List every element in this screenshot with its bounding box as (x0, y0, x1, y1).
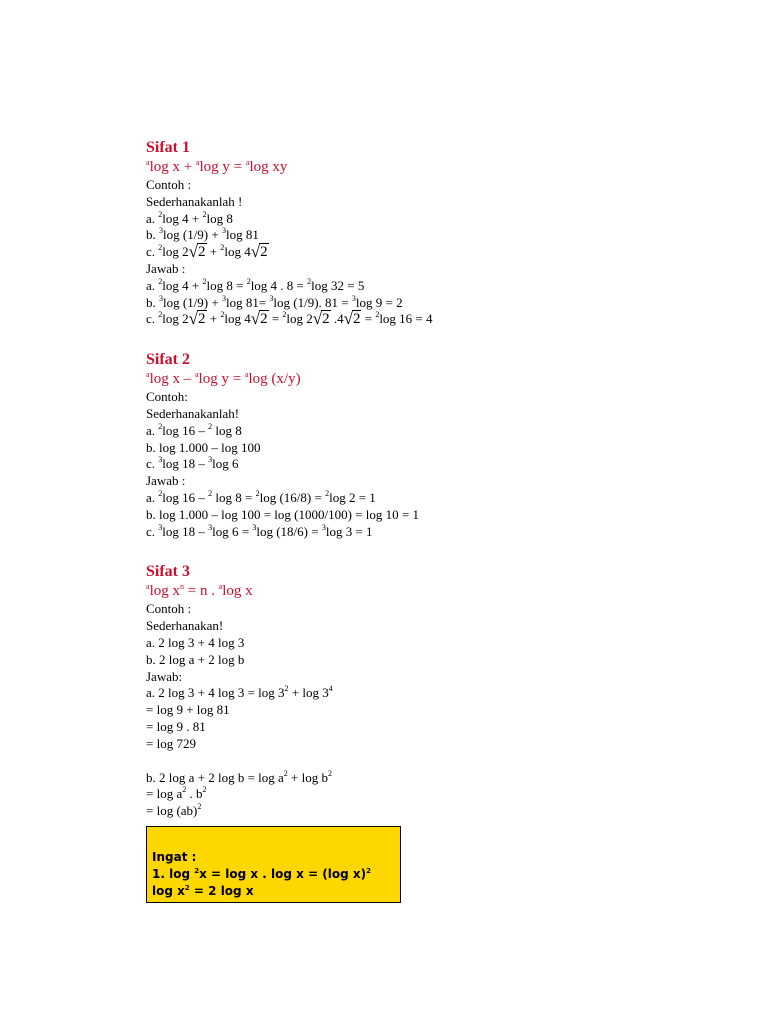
rule-text: log xy (249, 159, 288, 175)
answer-b-line-2: = $\log a^2$ . $b^2$ (146, 785, 207, 802)
rule-text: log x + (149, 159, 196, 175)
answer-b-line-3: = log (ab)$^2$ (146, 802, 202, 819)
sifat-1-title: Sifat 1 (146, 139, 190, 156)
answer-a: a. $^2$log 4 + $^2$log 8 = $^2$log 4 . 8 = $^2$log 32 = 5 (146, 276, 365, 293)
sifat-2-rule: $^a$log x – $^a$log y = $^a$log (x/y) (146, 370, 301, 388)
answer-a: a. $^2$log 16 – $^2$ log 8 = $^2$log (16/8) = $^2$log 2 = 1 (146, 488, 376, 505)
contoh-label: Contoh : (146, 601, 192, 617)
answer-c: c. $^2$log 2√2 + $^2$log 4√2 = $^2$log 2√2 .4√2 = $^2$log 16 = 4 (146, 309, 433, 329)
jawab-label: Jawab: (146, 668, 183, 684)
question-a: a. $^2$log 4 + $^2$log 8 (146, 209, 233, 226)
square-root: √2 (250, 309, 268, 329)
answer-a-line-3: = log 9 . 81 (146, 718, 206, 734)
rule-text: log y = (199, 159, 246, 175)
ingat-line-2: $\log x^2 = 2$ log x (152, 884, 254, 898)
sifat-1-rule (146, 158, 706, 176)
question-b: b. log 1.000 – log 100 (146, 439, 261, 455)
square-root: √2 (250, 242, 268, 262)
sifat-2-section (146, 350, 706, 540)
question-a: a. 2 log 3 + 4 log 3 (146, 634, 245, 650)
ingat-title: Ingat : (152, 850, 197, 864)
base-sup: a (245, 158, 250, 167)
answer-a-line-1: a. 2 log 3 + 4 $\log 3 = \log 3^2 + \log 3^4$ (146, 684, 333, 701)
question-c: c. $^3$log 18 – $^3$log 6 (146, 455, 239, 472)
square-root: √2 (312, 309, 330, 329)
document-page (146, 138, 706, 820)
contoh-label: Contoh: (146, 389, 188, 405)
base-sup: a (146, 158, 150, 167)
sifat-1-section (146, 138, 706, 328)
sifat-3-section (146, 562, 706, 820)
answer-a-line-2: = log 9 + log 81 (146, 702, 230, 718)
base-sup: a (195, 158, 200, 167)
question-c: c. $^2$log 2√2 + $^2$log 4√2 (146, 242, 268, 262)
question-a: a. $^2$log 16 – $^2$ log 8 (146, 421, 242, 438)
question-b: b. 2 log a + 2 log b (146, 651, 245, 667)
square-root: √2 (188, 242, 206, 262)
sifat-3-title: Sifat 3 (146, 563, 190, 581)
jawab-label: Jawab : (146, 260, 186, 276)
instruction-text: Sederhanakanlah ! (146, 193, 243, 209)
sifat-3-rule: $^a$log $x^n = n$ . $^a$log x (146, 582, 253, 600)
answer-b: b. $^3$log (1/9) + $^3$log 81= $^3$log (1/9). 81 = $^3$log 9 = 2 (146, 293, 403, 310)
ingat-note-box (146, 826, 401, 903)
sifat-2-title: Sifat 2 (146, 351, 190, 369)
question-b: b. $^3$log (1/9) + $^3$log 81 (146, 226, 259, 243)
instruction-text: Sederhanakanlah! (146, 405, 240, 421)
square-root: √2 (188, 309, 206, 329)
jawab-label: Jawab : (146, 473, 186, 489)
square-root: √2 (343, 309, 361, 329)
ingat-line-1: 1. log $^2$x = log x . log x = (log x)$^2$ (152, 867, 372, 881)
answer-c: c. $^3$log 18 – $^3$log 6 = $^3$log (18/6) = $^3$log 3 = 1 (146, 522, 373, 539)
contoh-label: Contoh : (146, 177, 192, 192)
answer-a-line-4: = log 729 (146, 735, 196, 751)
instruction-text: Sederhanakan! (146, 618, 224, 634)
answer-b-line-1: b. 2 log a + 2 $\log b = \log a^2 + \log b^2$ (146, 768, 332, 785)
answer-b: b. log 1.000 – log 100 = log (1000/100) = log 10 = 1 (146, 506, 419, 522)
